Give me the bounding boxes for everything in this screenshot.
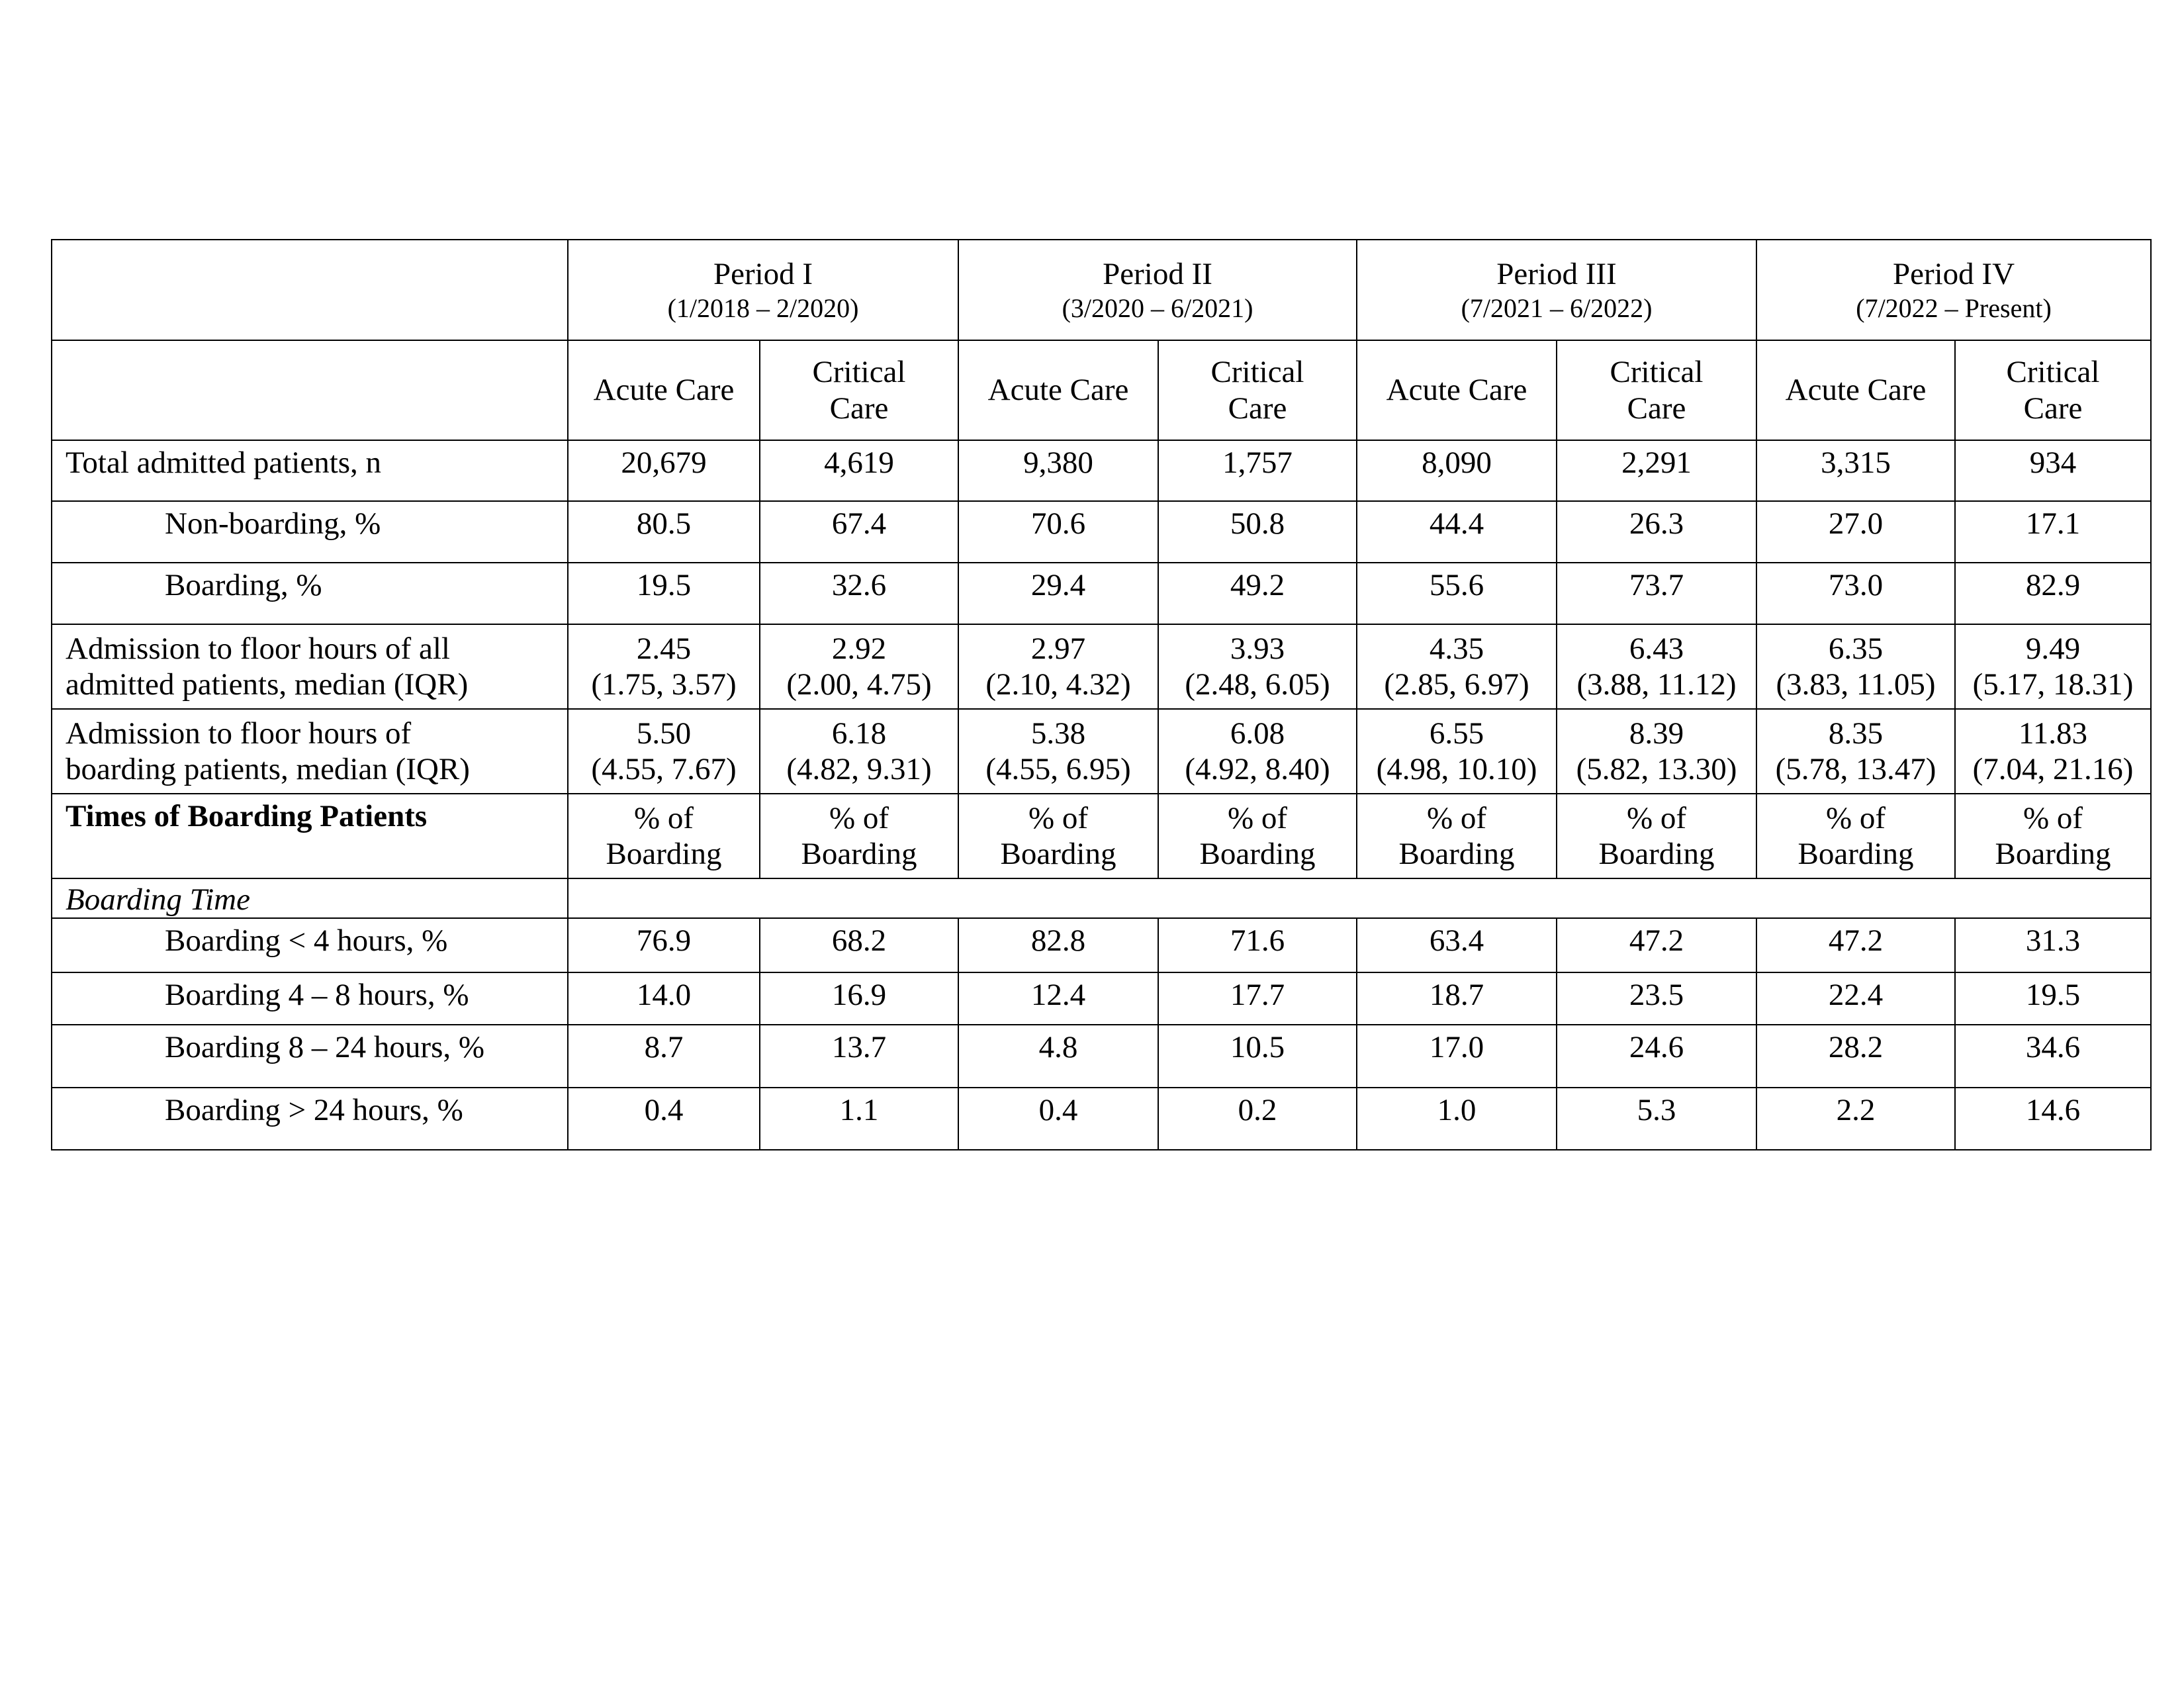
median-row [52, 709, 2151, 794]
empty-corner-cell [52, 240, 568, 340]
value-cell: 49.2 [1158, 563, 1357, 624]
period-range: (1/2018 – 2/2020) [667, 293, 859, 324]
value-cell: 5.3 [1557, 1088, 1756, 1150]
care-type-header: Acute Care [1357, 340, 1557, 440]
percent-boarding-header: % of Boarding [1557, 794, 1756, 878]
iqr-value: (4.92, 8.40) [1185, 752, 1330, 786]
data-row [52, 440, 2151, 501]
median-value: 6.08 [1230, 716, 1285, 751]
value-cell: 55.6 [1357, 563, 1557, 624]
percent-boarding-header: % of Boarding [1158, 794, 1357, 878]
times-header-row [52, 794, 2151, 878]
median-cell [1158, 709, 1357, 794]
period-name: Period III [1496, 256, 1617, 291]
median-value: 6.43 [1629, 631, 1684, 666]
value-cell: 76.9 [568, 918, 760, 972]
value-cell: 1.1 [760, 1088, 958, 1150]
median-value: 9.49 [2025, 631, 2081, 666]
percent-boarding-header: % of Boarding [1756, 794, 1955, 878]
period-name: Period I [713, 256, 813, 291]
boarding-time-row [52, 972, 2151, 1025]
row-label: Boarding > 24 hours, % [52, 1088, 568, 1150]
median-cell [568, 624, 760, 709]
care-type-header: Critical Care [760, 340, 958, 440]
care-type-header: Critical Care [1557, 340, 1756, 440]
value-cell: 2,291 [1557, 440, 1756, 501]
median-cell [1756, 709, 1955, 794]
median-value: 3.93 [1230, 631, 1285, 666]
median-value: 8.35 [1828, 716, 1884, 751]
median-cell [1557, 709, 1756, 794]
value-cell: 14.6 [1955, 1088, 2151, 1150]
care-type-header: Acute Care [958, 340, 1158, 440]
value-cell: 14.0 [568, 972, 760, 1025]
period-header-cell [958, 240, 1357, 340]
value-cell: 63.4 [1357, 918, 1557, 972]
value-cell: 17.1 [1955, 501, 2151, 563]
period-header-row [52, 240, 2151, 340]
iqr-value: (5.78, 13.47) [1775, 752, 1936, 786]
iqr-value: (4.82, 9.31) [786, 752, 932, 786]
value-cell: 73.0 [1756, 563, 1955, 624]
value-cell: 0.2 [1158, 1088, 1357, 1150]
value-cell: 67.4 [760, 501, 958, 563]
percent-boarding-header: % of Boarding [1955, 794, 2151, 878]
iqr-value: (2.48, 6.05) [1185, 667, 1330, 702]
value-cell: 17.0 [1357, 1025, 1557, 1088]
value-cell: 68.2 [760, 918, 958, 972]
median-value: 5.50 [636, 716, 692, 751]
iqr-value: (2.85, 6.97) [1384, 667, 1529, 702]
median-value: 4.35 [1429, 631, 1484, 666]
median-cell [1955, 709, 2151, 794]
period-name: Period IV [1892, 256, 2015, 291]
value-cell: 27.0 [1756, 501, 1955, 563]
value-cell: 4.8 [958, 1025, 1158, 1088]
row-label: Boarding 4 – 8 hours, % [52, 972, 568, 1025]
percent-boarding-header: % of Boarding [958, 794, 1158, 878]
value-cell: 73.7 [1557, 563, 1756, 624]
median-value: 2.92 [831, 631, 887, 666]
median-value: 5.38 [1030, 716, 1086, 751]
value-cell: 82.8 [958, 918, 1158, 972]
median-cell [1357, 624, 1557, 709]
value-cell: 12.4 [958, 972, 1158, 1025]
section-empty-cell [568, 878, 2151, 918]
iqr-value: (5.82, 13.30) [1576, 752, 1737, 786]
period-name: Period II [1103, 256, 1212, 291]
period-range: (3/2020 – 6/2021) [1062, 293, 1253, 324]
period-range: (7/2022 – Present) [1856, 293, 2052, 324]
period-header-cell [568, 240, 958, 340]
data-row [52, 563, 2151, 624]
median-cell [568, 709, 760, 794]
boarding-time-row [52, 918, 2151, 972]
median-cell [1158, 624, 1357, 709]
care-type-header: Acute Care [1756, 340, 1955, 440]
value-cell: 23.5 [1557, 972, 1756, 1025]
row-label: Non-boarding, % [52, 501, 568, 563]
median-value: 11.83 [2019, 716, 2088, 751]
median-value: 6.35 [1828, 631, 1884, 666]
value-cell: 4,619 [760, 440, 958, 501]
value-cell: 22.4 [1756, 972, 1955, 1025]
median-cell [1357, 709, 1557, 794]
value-cell: 47.2 [1756, 918, 1955, 972]
value-cell: 1,757 [1158, 440, 1357, 501]
empty-label-cell [52, 340, 568, 440]
times-row-label: Times of Boarding Patients [52, 794, 568, 878]
value-cell: 29.4 [958, 563, 1158, 624]
period-header-cell [1756, 240, 2151, 340]
iqr-value: (3.88, 11.12) [1576, 667, 1737, 702]
median-cell [958, 624, 1158, 709]
section-label: Boarding Time [52, 878, 568, 918]
value-cell: 8,090 [1357, 440, 1557, 501]
value-cell: 1.0 [1357, 1088, 1557, 1150]
iqr-value: (5.17, 18.31) [1972, 667, 2134, 702]
value-cell: 934 [1955, 440, 2151, 501]
care-type-header: Critical Care [1955, 340, 2151, 440]
boarding-statistics-table [51, 239, 2152, 1150]
median-value: 8.39 [1629, 716, 1684, 751]
boarding-time-row [52, 1088, 2151, 1150]
value-cell: 19.5 [568, 563, 760, 624]
iqr-value: (4.55, 6.95) [985, 752, 1131, 786]
value-cell: 28.2 [1756, 1025, 1955, 1088]
median-cell [1557, 624, 1756, 709]
section-row [52, 878, 2151, 918]
median-value: 6.18 [831, 716, 887, 751]
value-cell: 9,380 [958, 440, 1158, 501]
value-cell: 82.9 [1955, 563, 2151, 624]
data-row [52, 501, 2151, 563]
value-cell: 70.6 [958, 501, 1158, 563]
iqr-value: (1.75, 3.57) [591, 667, 737, 702]
value-cell: 2.2 [1756, 1088, 1955, 1150]
median-cell [1955, 624, 2151, 709]
row-label: Boarding < 4 hours, % [52, 918, 568, 972]
value-cell: 10.5 [1158, 1025, 1357, 1088]
period-header-cell [1357, 240, 1756, 340]
percent-boarding-header: % of Boarding [1357, 794, 1557, 878]
value-cell: 80.5 [568, 501, 760, 563]
care-type-header: Acute Care [568, 340, 760, 440]
median-value: 2.45 [636, 631, 692, 666]
median-value: 6.55 [1429, 716, 1484, 751]
period-range: (7/2021 – 6/2022) [1461, 293, 1653, 324]
value-cell: 0.4 [958, 1088, 1158, 1150]
row-label: Admission to floor hours of all admitted patients, median (IQR) [52, 624, 568, 709]
value-cell: 17.7 [1158, 972, 1357, 1025]
iqr-value: (2.00, 4.75) [786, 667, 932, 702]
value-cell: 44.4 [1357, 501, 1557, 563]
care-type-header: Critical Care [1158, 340, 1357, 440]
value-cell: 26.3 [1557, 501, 1756, 563]
iqr-value: (4.55, 7.67) [591, 752, 737, 786]
value-cell: 32.6 [760, 563, 958, 624]
median-row [52, 624, 2151, 709]
value-cell: 24.6 [1557, 1025, 1756, 1088]
value-cell: 31.3 [1955, 918, 2151, 972]
value-cell: 3,315 [1756, 440, 1955, 501]
value-cell: 34.6 [1955, 1025, 2151, 1088]
iqr-value: (7.04, 21.16) [1972, 752, 2134, 786]
median-value: 2.97 [1030, 631, 1086, 666]
row-label: Admission to floor hours of boarding patients, median (IQR) [52, 709, 568, 794]
value-cell: 18.7 [1357, 972, 1557, 1025]
median-cell [760, 709, 958, 794]
median-cell [958, 709, 1158, 794]
care-type-header-row [52, 340, 2151, 440]
row-label: Boarding 8 – 24 hours, % [52, 1025, 568, 1088]
row-label: Boarding, % [52, 563, 568, 624]
iqr-value: (2.10, 4.32) [985, 667, 1131, 702]
value-cell: 47.2 [1557, 918, 1756, 972]
value-cell: 16.9 [760, 972, 958, 1025]
value-cell: 50.8 [1158, 501, 1357, 563]
value-cell: 0.4 [568, 1088, 760, 1150]
iqr-value: (3.83, 11.05) [1776, 667, 1936, 702]
boarding-time-row [52, 1025, 2151, 1088]
value-cell: 8.7 [568, 1025, 760, 1088]
value-cell: 20,679 [568, 440, 760, 501]
median-cell [1756, 624, 1955, 709]
value-cell: 19.5 [1955, 972, 2151, 1025]
row-label: Total admitted patients, n [52, 440, 568, 501]
value-cell: 13.7 [760, 1025, 958, 1088]
median-cell [760, 624, 958, 709]
iqr-value: (4.98, 10.10) [1376, 752, 1537, 786]
percent-boarding-header: % of Boarding [760, 794, 958, 878]
percent-boarding-header: % of Boarding [568, 794, 760, 878]
value-cell: 71.6 [1158, 918, 1357, 972]
